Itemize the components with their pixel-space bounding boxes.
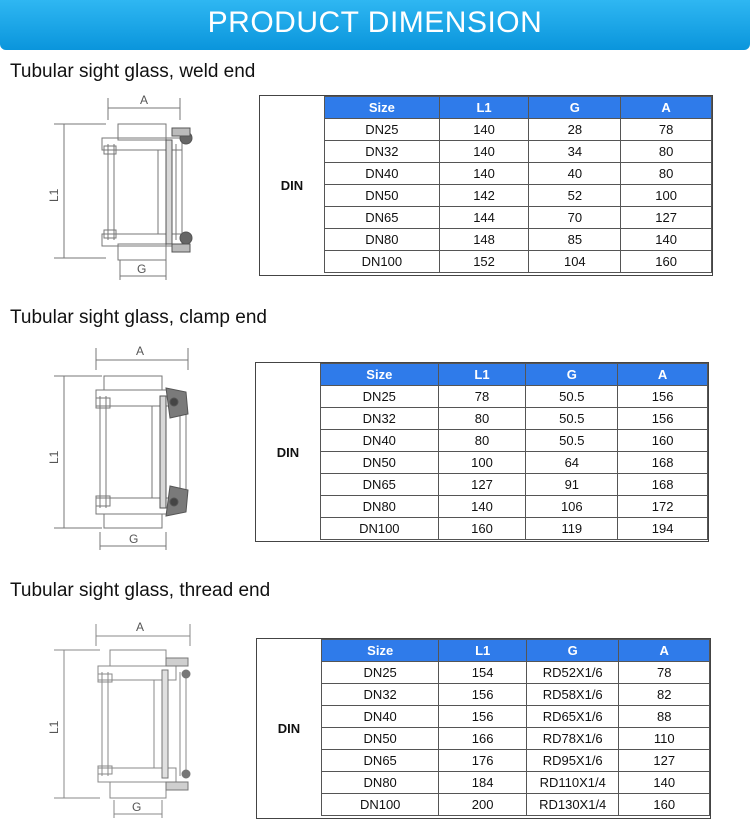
cell-l1: 140: [439, 163, 529, 185]
dimension-label-a: A: [136, 344, 145, 358]
table-row: [322, 662, 710, 684]
cell-a: 160: [618, 430, 708, 452]
cell-l1: 184: [439, 772, 527, 794]
cell-l1: 156: [439, 706, 527, 728]
cell-l1: 142: [439, 185, 529, 207]
cell-l1: 127: [438, 474, 526, 496]
cell-size: DN50: [325, 185, 440, 207]
cell-l1: 80: [438, 430, 526, 452]
cell-a: 140: [621, 229, 712, 251]
cell-a: 168: [618, 452, 708, 474]
cell-a: 127: [621, 207, 712, 229]
table-row: [325, 141, 712, 163]
table-row: [322, 728, 710, 750]
cell-g: 91: [526, 474, 618, 496]
col-header-size: Size: [322, 640, 439, 662]
cell-l1: 152: [439, 251, 529, 273]
cell-size: DN32: [325, 141, 440, 163]
cell-l1: 160: [438, 518, 526, 540]
cell-g: 52: [529, 185, 621, 207]
cell-a: 78: [621, 119, 712, 141]
cell-size: DN100: [322, 794, 439, 816]
col-header-g: G: [526, 640, 618, 662]
dimension-label-l1: L1: [47, 720, 61, 734]
cell-a: 160: [619, 794, 710, 816]
dimension-label-g: G: [132, 800, 142, 814]
col-header-l1: L1: [439, 97, 529, 119]
thread-end-drawing: [40, 614, 210, 834]
cell-a: 80: [621, 163, 712, 185]
cell-size: DN50: [321, 452, 439, 474]
table-row: [325, 185, 712, 207]
cell-size: DN50: [322, 728, 439, 750]
page-title: PRODUCT DIMENSION: [207, 6, 543, 39]
clamp-end-sight-glass-diagram: [40, 338, 210, 558]
cell-g: 40: [529, 163, 621, 185]
cell-size: DN80: [325, 229, 440, 251]
cell-a: 172: [618, 496, 708, 518]
dimension-label-a: A: [136, 620, 145, 634]
section-title-weld-end: Tubular sight glass, weld end: [10, 61, 256, 82]
thread-end-spec-table-box: [256, 638, 711, 819]
cell-a: 168: [618, 474, 708, 496]
table-row: [321, 408, 708, 430]
cell-size: DN80: [322, 772, 439, 794]
cell-a: 194: [618, 518, 708, 540]
table-row: [325, 163, 712, 185]
cell-size: DN100: [325, 251, 440, 273]
dimension-label-g: G: [129, 532, 139, 546]
cell-g: RD110X1/4: [526, 772, 618, 794]
cell-l1: 100: [438, 452, 526, 474]
cell-l1: 140: [439, 119, 529, 141]
dimension-label-g: G: [137, 262, 147, 276]
header-banner: [0, 0, 750, 50]
cell-g: RD130X1/4: [526, 794, 618, 816]
cell-size: DN40: [322, 706, 439, 728]
cell-a: 156: [618, 408, 708, 430]
clamp-end-spec-table: [320, 363, 708, 540]
table-row: [321, 518, 708, 540]
cell-size: DN25: [321, 386, 439, 408]
cell-l1: 140: [438, 496, 526, 518]
cell-l1: 200: [439, 794, 527, 816]
cell-g: RD65X1/6: [526, 706, 618, 728]
cell-g: 70: [529, 207, 621, 229]
cell-l1: 166: [439, 728, 527, 750]
weld-end-spec-table-box: [259, 95, 713, 276]
cell-g: RD52X1/6: [526, 662, 618, 684]
weld-end-sight-glass-diagram: [40, 88, 210, 286]
col-header-g: G: [529, 97, 621, 119]
cell-l1: 80: [438, 408, 526, 430]
cell-a: 78: [619, 662, 710, 684]
cell-size: DN32: [321, 408, 439, 430]
standard-label-thread: DIN: [277, 721, 301, 736]
table-row: [321, 496, 708, 518]
cell-size: DN25: [322, 662, 439, 684]
cell-g: 50.5: [526, 408, 618, 430]
dimension-label-a: A: [140, 93, 149, 107]
cell-l1: 144: [439, 207, 529, 229]
clamp-end-spec-table-box: [255, 362, 709, 542]
table-row: [325, 119, 712, 141]
weld-end-spec-table: [324, 96, 712, 273]
cell-a: 160: [621, 251, 712, 273]
col-header-size: Size: [325, 97, 440, 119]
dimension-label-l1: L1: [47, 450, 61, 464]
standard-label-weld: DIN: [280, 178, 304, 193]
table-row: [321, 386, 708, 408]
cell-g: 28: [529, 119, 621, 141]
section-title-thread-end: Tubular sight glass, thread end: [10, 580, 271, 601]
table-row: [322, 684, 710, 706]
cell-a: 80: [621, 141, 712, 163]
cell-a: 140: [619, 772, 710, 794]
table-row: [322, 706, 710, 728]
cell-a: 88: [619, 706, 710, 728]
table-row: [325, 229, 712, 251]
cell-size: DN25: [325, 119, 440, 141]
cell-g: RD95X1/6: [526, 750, 618, 772]
weld-end-drawing: [40, 88, 210, 286]
cell-g: 50.5: [526, 430, 618, 452]
col-header-a: A: [618, 364, 708, 386]
cell-size: DN40: [321, 430, 439, 452]
dimension-label-l1: L1: [47, 188, 61, 202]
cell-g: 34: [529, 141, 621, 163]
section-title-clamp-end: Tubular sight glass, clamp end: [10, 307, 267, 328]
cell-a: 82: [619, 684, 710, 706]
table-row: [325, 207, 712, 229]
cell-a: 110: [619, 728, 710, 750]
col-header-l1: L1: [438, 364, 526, 386]
cell-g: 119: [526, 518, 618, 540]
cell-l1: 140: [439, 141, 529, 163]
table-row: [321, 452, 708, 474]
col-header-l1: L1: [439, 640, 527, 662]
cell-size: DN65: [322, 750, 439, 772]
col-header-a: A: [621, 97, 712, 119]
cell-l1: 176: [439, 750, 527, 772]
cell-size: DN100: [321, 518, 439, 540]
table-row: [325, 251, 712, 273]
cell-a: 127: [619, 750, 710, 772]
thread-end-sight-glass-diagram: [40, 614, 210, 834]
cell-size: DN65: [321, 474, 439, 496]
cell-size: DN65: [325, 207, 440, 229]
cell-g: 50.5: [526, 386, 618, 408]
col-header-size: Size: [321, 364, 439, 386]
cell-l1: 156: [439, 684, 527, 706]
table-row: [322, 750, 710, 772]
cell-a: 100: [621, 185, 712, 207]
cell-size: DN80: [321, 496, 439, 518]
table-row: [321, 474, 708, 496]
cell-a: 156: [618, 386, 708, 408]
col-header-a: A: [619, 640, 710, 662]
cell-g: 104: [529, 251, 621, 273]
thread-end-spec-table: [321, 639, 710, 816]
cell-l1: 154: [439, 662, 527, 684]
standard-label-clamp: DIN: [276, 444, 300, 460]
cell-g: RD58X1/6: [526, 684, 618, 706]
clamp-end-drawing: [40, 338, 210, 558]
table-row: [322, 772, 710, 794]
table-row: [321, 430, 708, 452]
cell-l1: 148: [439, 229, 529, 251]
cell-g: 106: [526, 496, 618, 518]
cell-g: 85: [529, 229, 621, 251]
cell-size: DN40: [325, 163, 440, 185]
cell-size: DN32: [322, 684, 439, 706]
col-header-g: G: [526, 364, 618, 386]
table-row: [322, 794, 710, 816]
cell-g: 64: [526, 452, 618, 474]
cell-g: RD78X1/6: [526, 728, 618, 750]
cell-l1: 78: [438, 386, 526, 408]
